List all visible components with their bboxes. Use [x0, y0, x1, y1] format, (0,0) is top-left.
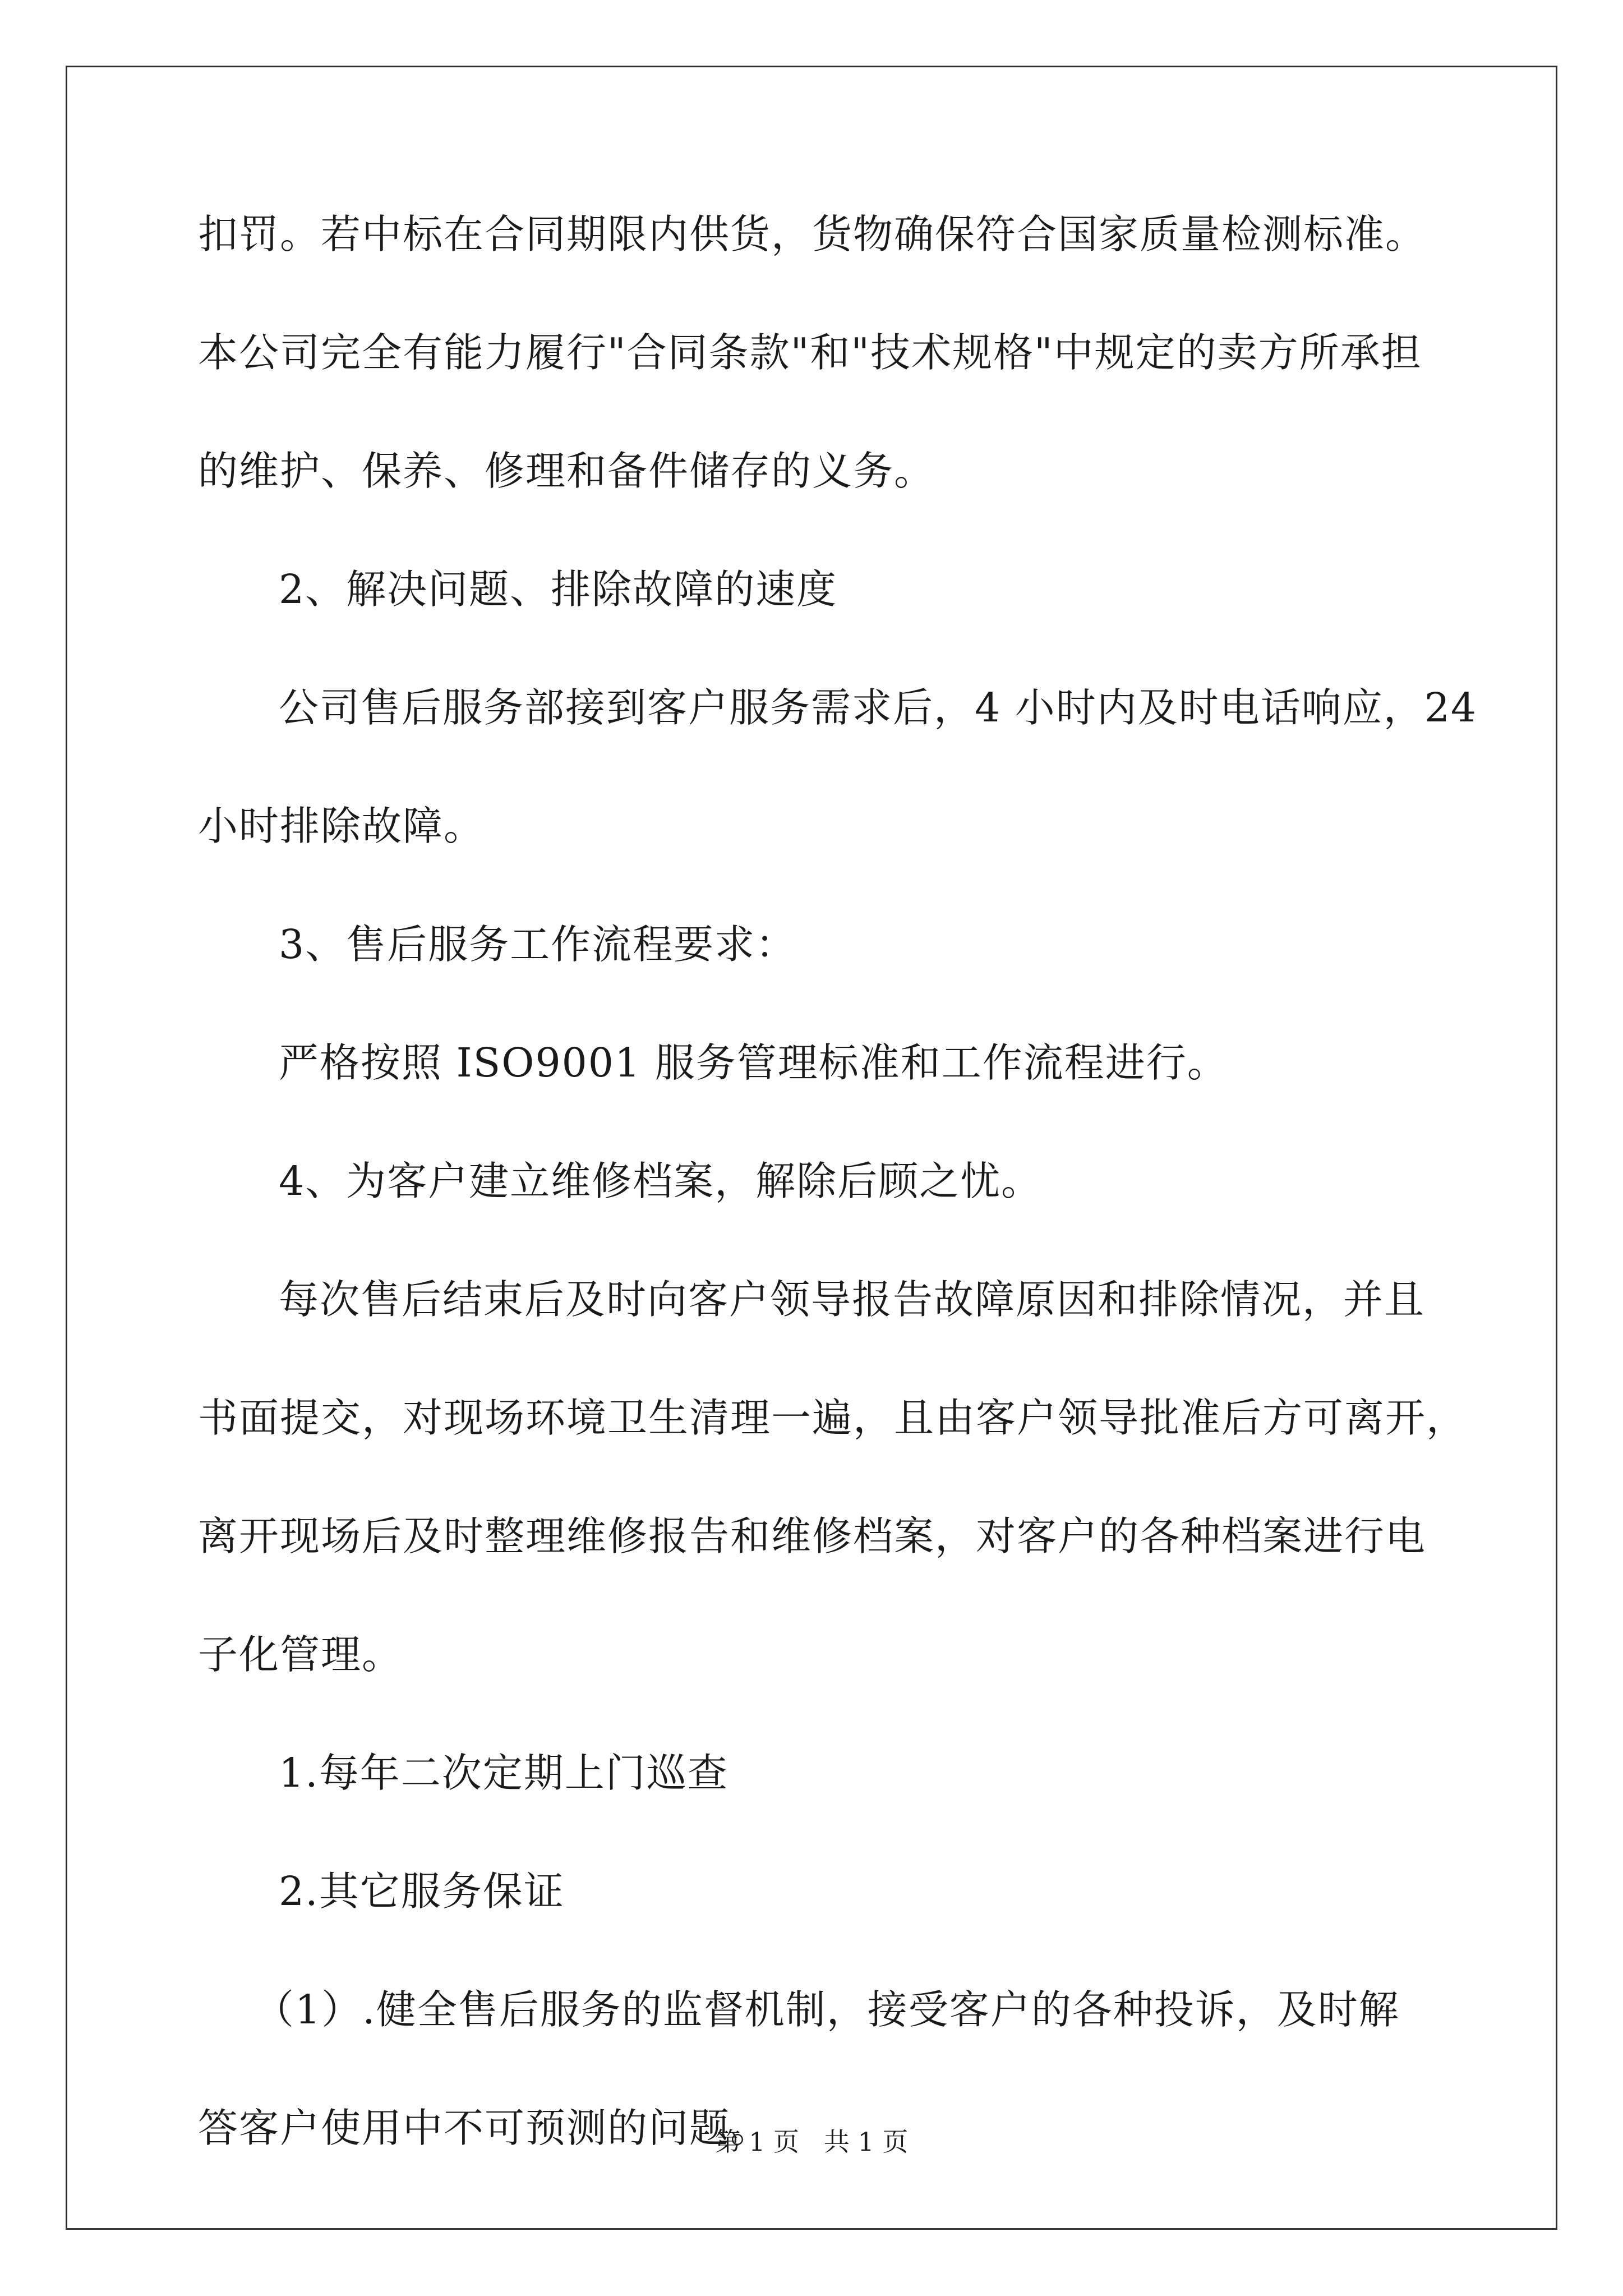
section-heading: 2、解决问题、排除故障的速度: [279, 566, 838, 613]
text-line: 扣罚。若中标在合同期限内供货，货物确保符合国家质量检测标准。: [198, 211, 1427, 257]
text-line: 公司售后服务部接到客户服务需求后，4 小时内及时电话响应，24: [279, 684, 1478, 731]
section-heading: 4、为客户建立维修档案，解除后顾之忧。: [279, 1158, 1043, 1204]
text-line: 离开现场后及时整理维修报告和维修档案，对客户的各种档案进行电: [198, 1513, 1427, 1559]
text-line: 答客户使用中不可预测的问题。: [198, 2105, 772, 2151]
page-number-footer: 第 1 页 共 1 页: [714, 2127, 909, 2157]
list-item: （1）.健全售后服务的监督机制，接受客户的各种投诉，及时解: [254, 1986, 1400, 2033]
list-item: 1.每年二次定期上门巡查: [279, 1750, 728, 1796]
text-line: 的维护、保养、修理和备件储存的义务。: [198, 448, 935, 494]
text-line: 每次售后结束后及时向客户领导报告故障原因和排除情况，并且: [279, 1276, 1426, 1323]
text-line: 严格按照 ISO9001 服务管理标准和工作流程进行。: [279, 1039, 1228, 1086]
section-heading: 3、售后服务工作流程要求：: [279, 921, 797, 968]
list-item: 2.其它服务保证: [279, 1868, 565, 1915]
text-line: 子化管理。: [198, 1631, 403, 1678]
text-line: 本公司完全有能力履行"合同条款"和"技术规格"中规定的卖方所承担: [198, 329, 1422, 376]
text-line: 书面提交，对现场环境卫生清理一遍，且由客户领导批准后方可离开，: [198, 1395, 1468, 1441]
text-line: 小时排除故障。: [198, 803, 485, 849]
